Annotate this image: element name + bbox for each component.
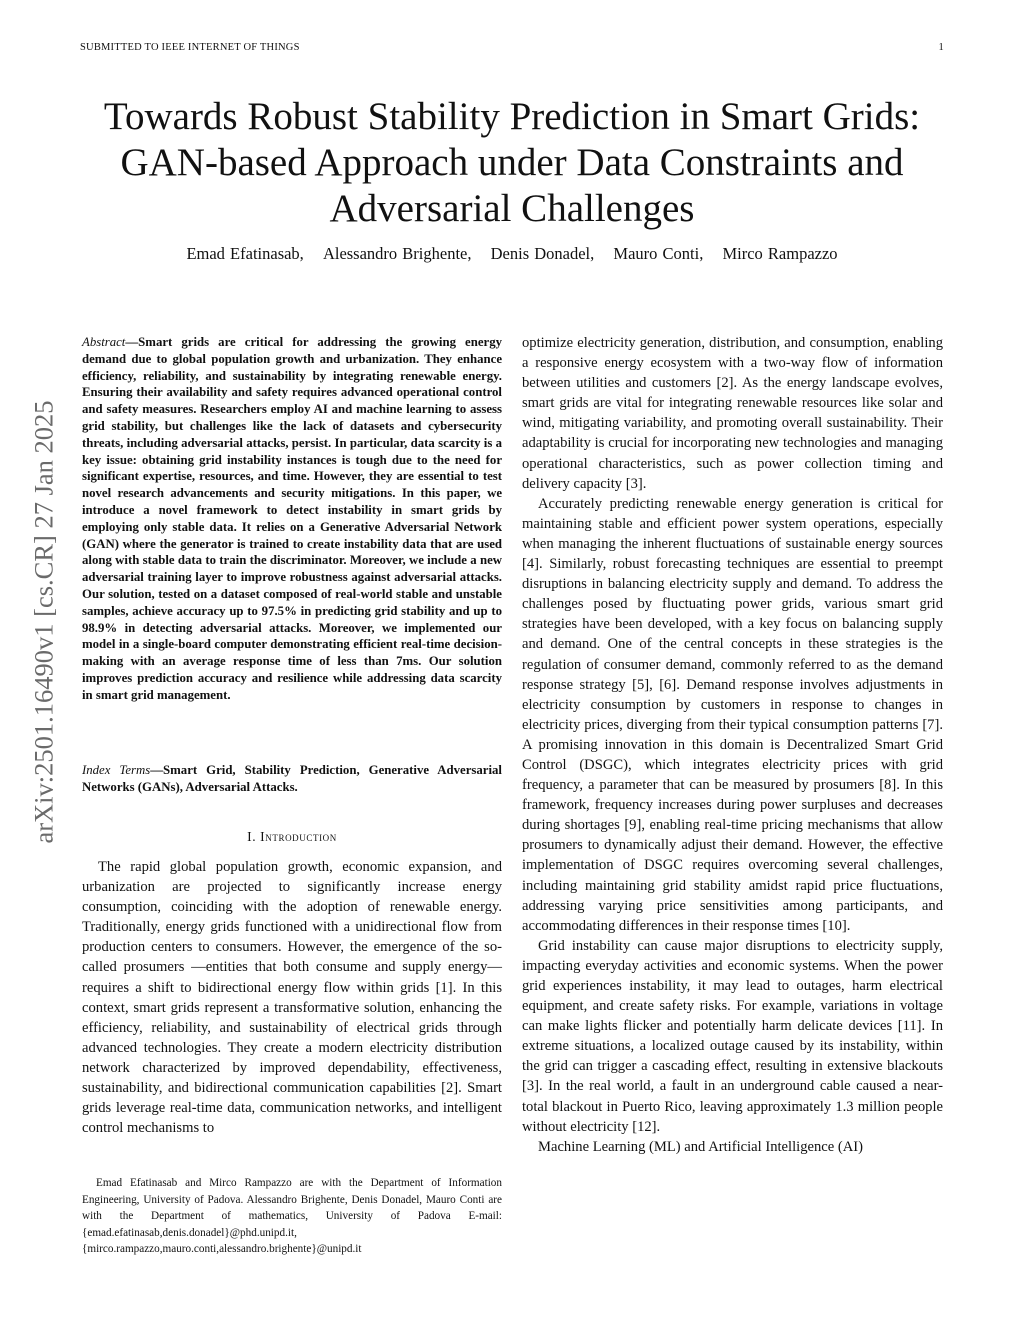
paragraph: Accurately predicting renewable energy generation is critical for maintaining stable and efficient power system operations, especially when managing the inherent fluctuations of sustainable energy sources [4]. Similarly, robust forecasting techniques are essential to preempt disruptions in balancing electricity supply and demand. To address the challenges posed by fluctuating power grids, various smart grid strategies have been developed, with a key focus on balancing supply and demand. One of the central concepts in these strategies is the regulation of consumer demand, commonly referred to as the demand response strategy [5], [6]. Demand response involves adjustments in electricity consumption by customers in response to changes in electricity prices, diverging from their typical consumption patterns [7]. A promising innovation in this domain is Decentralized Smart Grid Control (DSGC), which integrates electricity prices with grid frequency, a parameter that can be measured by prosumers [8]. In this framework, frequency increases during power surpluses and decreases during shortages [9], enabling real-time pricing mechanisms that allow prosumers to dynamically adjust their demand. However, the effective implementation of DSGC requires overcoming several challenges, including maintaining grid stability amidst rapid price fluctuations, addressing varying price sensitivities among participants, and accommodating differences in their response times [10].: [522, 495, 943, 934]
title-line-1: Towards Robust Stability Prediction in Smart Grids:: [103, 95, 921, 138]
index-terms-text: —Smart Grid, Stability Prediction, Generative Adversarial Networks (GANs), Adversarial Attacks.: [82, 763, 502, 794]
paragraph: Machine Learning (ML) and Artificial Intelligence (AI): [538, 1138, 863, 1155]
title-line-3: Adversarial Challenges: [329, 187, 695, 230]
author-2: Alessandro Brighente,: [322, 244, 472, 263]
author-3: Denis Donadel,: [490, 244, 595, 263]
introduction-text: [82, 857, 502, 1138]
author-5: Mirco Rampazzo: [722, 244, 838, 263]
footnote-text: Emad Efatinasab and Mirco Rampazzo are with the Department of Information Engineering, University of Padova. Alessandro Brighente, Denis Donadel, Mauro Conti are with the Department of mathematics, University of Padova E-mail: {emad.efatinasab,denis.donadel}@phd.unipd.it, {mirco.rampazzo,mauro.conti,alessandro.brighente}@unipd.it: [82, 1177, 502, 1256]
author-1: Emad Efatinasab,: [186, 244, 304, 263]
author-affiliation-footnote: [82, 1175, 502, 1258]
page-number: 1: [938, 42, 944, 53]
abstract: [82, 334, 502, 704]
section-heading-introduction: I. Introduction: [247, 829, 337, 844]
paper-title: [60, 94, 964, 232]
index-terms: [82, 762, 502, 796]
paragraph: The rapid global population growth, economic expansion, and urbanization are projected to significantly increase energy consumption, coinciding with the adoption of renewable energy. Traditionally, energy grids functioned with a unidirectional flow from production centers to consumers. However, the emergence of the so-called prosumers —entities that both consume and supply energy—requires a shift to bidirectional energy flow within grids [1]. In this context, smart grids represent a transformative solution, enhancing the efficiency, reliability, and sustainability of electrical grids through advanced technologies. They create a modern electricity distribution network characterized by improved dependability, effectiveness, sustainability, and bidirectional communication capabilities [2]. Smart grids leverage real-time data, communication networks, and intelligent control mechanisms to: [82, 859, 502, 1137]
abstract-label: Abstract: [82, 335, 126, 349]
journal-name: SUBMITTED TO IEEE INTERNET OF THINGS: [80, 42, 300, 53]
paragraph: Grid instability can cause major disruptions to electricity supply, impacting everyday activities and economic systems. When the power grid experiences instability, it may lead to outages, harm electrical equipment, and create safety risks. For example, variations in voltage can make lights flicker and potentially harm delicate devices [11]. In extreme situations, a localized outage caused by its instability, within the grid can trigger a cascading effect, resulting in extensive blackouts [3]. In the real world, a fault in an underground cable caused a near-total blackout in Puerto Rico, leaving approximately 1.3 million people without electricity [12].: [522, 937, 943, 1135]
abstract-text: —Smart grids are critical for addressing the growing energy demand due to global population growth and urbanization. They enhance efficiency, reliability, and sustainability by integrating renewable energy. Ensuring their availability and safety requires advanced operational control and safety measures. Researchers employ AI and machine learning to assess grid stability, but challenges like the lack of datasets and cybersecurity threats, including adversarial attacks, persist. In particular, data scarcity is a key issue: obtaining grid instability instances is tough due to the need for significant expertise, resources, and time. However, they are essential to test novel research advancements and security mitigations. In this paper, we introduce a novel framework to detect instability in smart grids by employing only stable data. It relies on a Generative Adversarial Network (GAN) where the generator is trained to create instability data that are used along with stable data to train the discriminator. Moreover, we include a new adversarial training layer to improve robustness against adversarial attacks. Our solution, tested on a dataset composed of real-world stable and unstable samples, achieve accuracy up to 97.5% in predicting grid stability and up to 98.9% in detecting adversarial attacks. Moreover, we implemented our model in a single-board computer demonstrating efficient real-time decision-making with an average response time of less than 7ms. Our solution improves prediction accuracy and resilience while addressing data scarcity in smart grid management.: [82, 335, 502, 702]
index-terms-label: Index Terms: [82, 763, 151, 777]
author-4: Mauro Conti,: [613, 244, 704, 263]
title-line-2: GAN-based Approach under Data Constraints and: [120, 141, 904, 184]
right-column-text: [522, 333, 943, 1157]
arxiv-identifier-text: arXiv:2501.16490v1 [cs.CR] 27 Jan 2025: [28, 400, 59, 844]
running-header: [80, 42, 944, 53]
paragraph-continuation: optimize electricity generation, distribution, and consumption, enabling a responsive energy ecosystem with a two-way flow of information between utilities and customers [2]. As the energy landscape evolves, smart grids are vital for integrating renewable resources like solar and wind, mitigating variability, and promoting overall sustainability. Their adaptability is crucial for incorporating new technologies and managing operational characteristics, such as power collection timing and delivery capacity [3].: [522, 335, 943, 492]
author-list: [60, 244, 964, 264]
